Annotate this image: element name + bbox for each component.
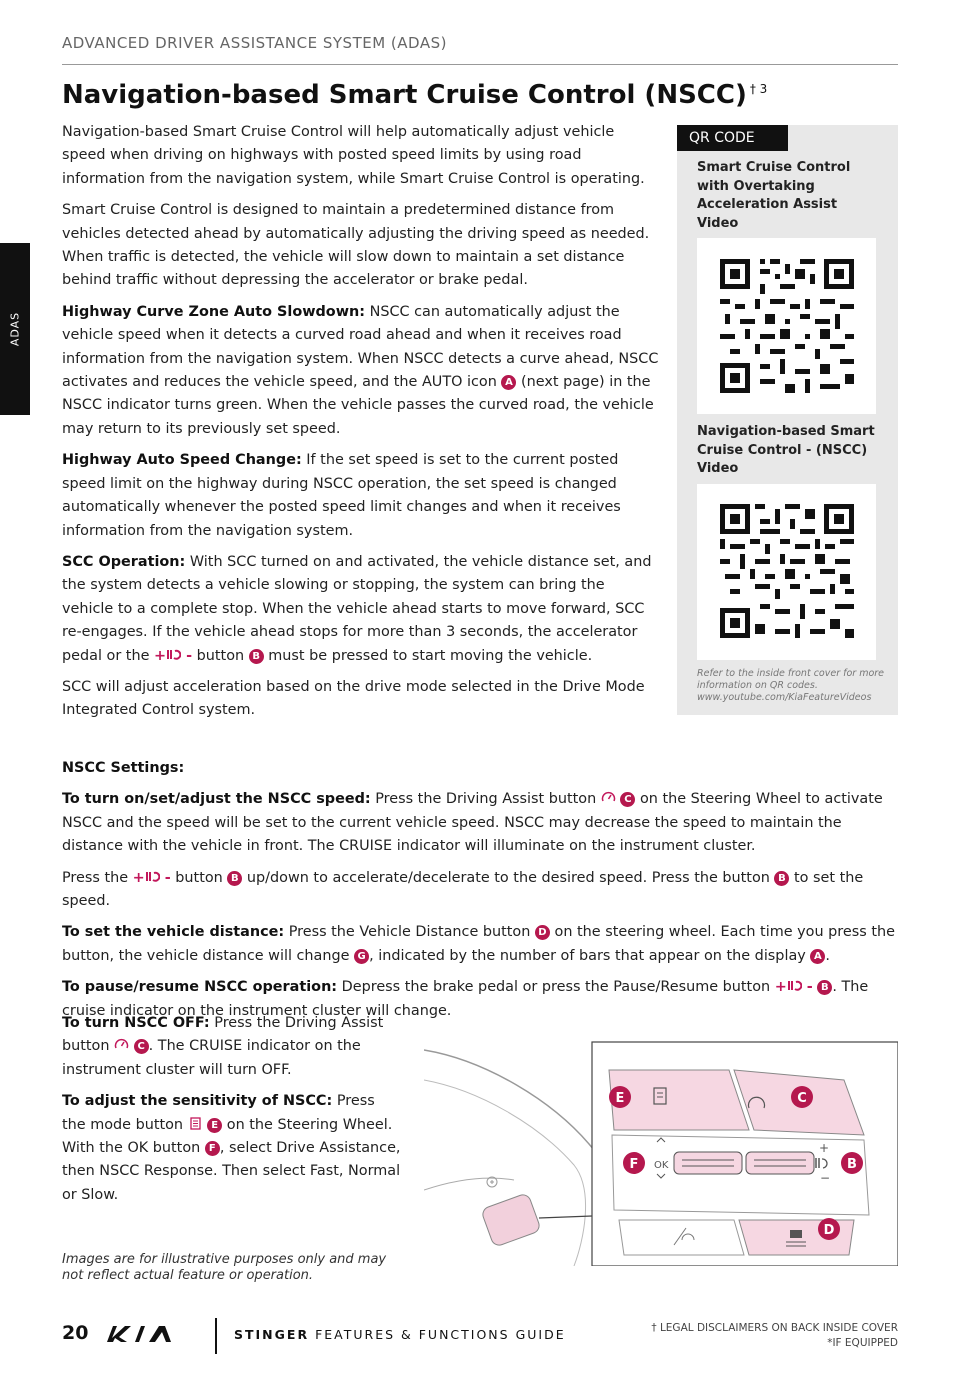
callout-badge-b: B — [227, 871, 242, 886]
side-tab-label: ADAS — [8, 311, 22, 347]
ok-label: OK — [654, 1160, 669, 1171]
paragraph: SCC will adjust acceleration based on the drive mode selected in the Drive Mode Integrated Control system. — [62, 678, 645, 719]
svg-text:C: C — [797, 1091, 807, 1106]
svg-text:F: F — [629, 1157, 639, 1172]
callout-badge-b: B — [249, 649, 264, 664]
qr-caption-2: Navigation-based Smart Cruise Control - (NSCC) Video — [697, 424, 875, 476]
svg-text:B: B — [847, 1157, 857, 1172]
paragraph: To set the vehicle distance: Press the Vehicle Distance button D on the steering wheel. Each time you press the button, the vehicle distance will change G , indicated by the number of bars that appear on the display A . — [62, 924, 895, 964]
paragraph: Smart Cruise Control is designed to maintain a predetermined distance from vehicles detected ahead by automatically adjusting the driving speed as needed. When traffic is detected, the vehicle will slow down to maintain a set distance behind traffic without depressing the accelerator or brake pedal. — [62, 202, 650, 289]
badge-d — [818, 1218, 840, 1240]
svg-text:E: E — [615, 1091, 625, 1106]
page-title-text: Navigation-based Smart Cruise Control (NSCC) — [62, 80, 747, 110]
section-header: ADVANCED DRIVER ASSISTANCE SYSTEM (ADAS) — [62, 34, 447, 52]
guide-title: STINGER FEATURES & FUNCTIONS GUIDE — [234, 1327, 566, 1342]
qr-label: QR CODE — [677, 125, 788, 151]
figure-caption: Images are for illustrative purposes only and may not reflect actual feature or operation. — [62, 1252, 387, 1283]
settings-heading: NSCC Settings: — [62, 760, 185, 776]
callout-badge-d: D — [535, 925, 550, 940]
paragraph: Navigation-based Smart Cruise Control will help automatically adjust vehicle speed when driving on highways with posted speed limits by using road information from the navigation system, while Smart Cruise Control is operating. — [62, 124, 645, 187]
paragraph: Press the + - button B up/down to accelerate/decelerate to the desired speed. Press the button B to set the speed. — [62, 869, 864, 910]
off-sensitivity-section — [62, 1012, 402, 1215]
paragraph-label: To adjust the sensitivity of NSCC: — [62, 1093, 333, 1110]
callout-badge-a: A — [810, 949, 825, 964]
qr-code-image[interactable] — [697, 484, 876, 660]
svg-text:−: − — [820, 1171, 831, 1185]
plus-pause-minus-icon: + - — [154, 647, 193, 664]
badge-e — [609, 1086, 631, 1108]
plus-pause-minus-icon: + - — [132, 869, 171, 886]
paragraph-label: To set the vehicle distance: — [62, 924, 285, 941]
driving-assist-icon — [114, 1038, 129, 1051]
driving-assist-icon — [601, 791, 616, 804]
paragraph: Highway Curve Zone Auto Slowdown: NSCC can automatically adjust the vehicle speed when it detects a curved road ahead and when it receives road information from the navigation system. When NSCC detects a curve ahead, NSCC activates and reduces the vehicle speed, and the AUTO icon A (next page) in the NSCC indicator turns green. When the vehicle passes the curved road, the vehicle may return to its previously set speed. — [62, 303, 659, 437]
paragraph: To adjust the sensitivity of NSCC: Press the mode button E on the Steering Wheel. With the OK button F , select Drive Assistance, then NSCC Response. Then select Fast, Normal or Slow. — [62, 1093, 401, 1203]
title-superscript: † 3 — [749, 82, 768, 97]
callout-badge-c: C — [134, 1039, 149, 1054]
paragraph-label: To turn on/set/adjust the NSCC speed: — [62, 791, 371, 808]
page-title — [62, 80, 767, 110]
paragraph: To pause/resume NSCC operation: Depress the brake pedal or press the Pause/Resume button + - B . The cruise indicator on the instrument cluster will change. — [62, 979, 869, 1019]
page-number: 20 — [62, 1322, 89, 1344]
paragraph-label: SCC Operation: — [62, 553, 186, 570]
svg-text:+: + — [819, 1141, 830, 1155]
callout-badge-c: C — [620, 792, 635, 807]
paragraph: To turn on/set/adjust the NSCC speed: Press the Driving Assist button C on the Steering Wheel to activate NSCC and the speed will be set to the current vehicle speed. NSCC may decrease the speed to maintain the distance with the vehicle in front. The CRUISE indicator will illuminate on the instrument cluster. — [62, 791, 883, 855]
header-divider — [62, 64, 898, 65]
paragraph-label: Highway Curve Zone Auto Slowdown: — [62, 303, 365, 320]
callout-badge-b: B — [817, 980, 832, 995]
mode-button-icon — [188, 1117, 203, 1130]
paragraph-label: Highway Auto Speed Change: — [62, 452, 302, 469]
badge-f — [623, 1152, 645, 1174]
legal-disclaimer: † LEGAL DISCLAIMERS ON BACK INSIDE COVER *IF EQUIPPED — [651, 1322, 898, 1349]
intro-column — [62, 121, 660, 731]
callout-badge-a: A — [501, 375, 516, 390]
paragraph-label: To pause/resume NSCC operation: — [62, 979, 338, 996]
footer-divider — [215, 1318, 217, 1354]
side-tab — [0, 243, 30, 415]
settings-section — [62, 757, 898, 1031]
kia-logo — [103, 1324, 198, 1344]
plus-pause-minus-icon: + - — [774, 979, 813, 996]
qr-code-image[interactable] — [697, 238, 876, 414]
callout-badge-b: B — [774, 871, 789, 886]
qr-caption-1: Smart Cruise Control with Overtaking Acceleration Assist Video — [697, 160, 851, 231]
paragraph: Highway Auto Speed Change: If the set speed is set to the current posted speed limit on the highway during NSCC operation, the set speed is changed automatically whenever the posted speed limit changes and when it receives information from the navigation system. — [62, 452, 621, 539]
svg-text:D: D — [823, 1223, 835, 1238]
callout-badge-f: F — [205, 1141, 220, 1156]
callout-badge-e: E — [207, 1118, 222, 1133]
callout-badge-g: G — [354, 949, 369, 964]
paragraph: SCC Operation: With SCC turned on and activated, the vehicle distance set, and the system detects a vehicle slowing or stopping, the system can bring the vehicle to a complete stop. When the vehicle ahead starts to move forward, SCC re-engages. If the vehicle ahead stops for more than 3 seconds, the accelerator pedal or the + - button B must be pressed to start moving the vehicle. — [62, 553, 652, 664]
paragraph-label: To turn NSCC OFF: — [62, 1015, 210, 1031]
steering-wheel-illustration — [424, 1040, 898, 1266]
badge-c — [791, 1086, 813, 1108]
qr-footnote: Refer to the inside front cover for more information on QR codes. www.youtube.com/KiaFeatureVideos — [697, 668, 885, 703]
paragraph: To turn NSCC OFF: Press the Driving Assist button C . The CRUISE indicator on the instrument cluster will turn OFF. — [62, 1015, 384, 1078]
badge-b — [841, 1152, 863, 1174]
